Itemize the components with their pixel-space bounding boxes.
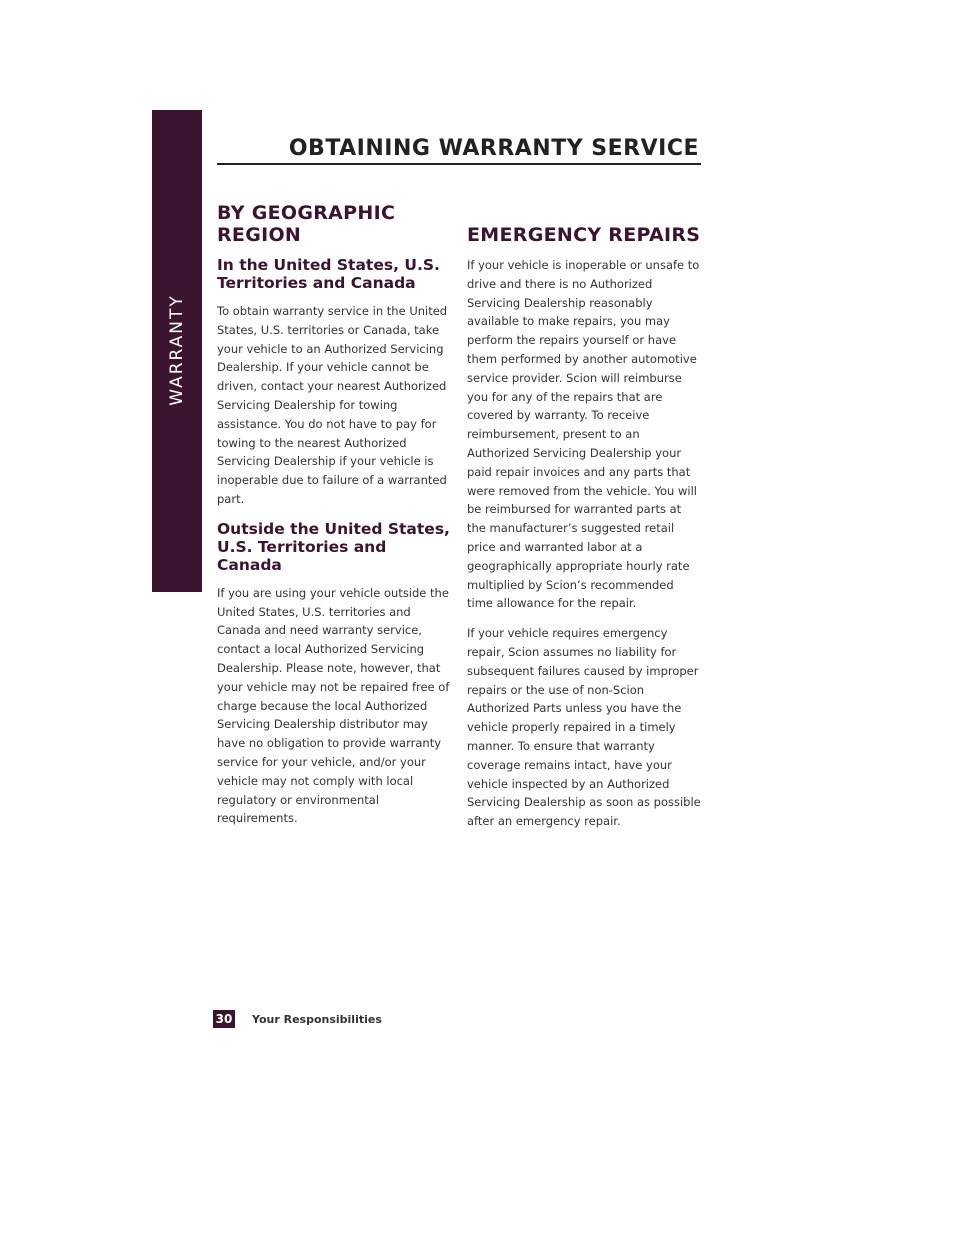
page-title: OBTAINING WARRANTY SERVICE xyxy=(288,136,699,161)
paragraph-us-warranty-service: To obtain warranty service in the United States, U.S. territories or Canada, take your vehicle to an Authorized Servicing Dealership. If your vehicle cannot be driven, contact your nearest Authorized Servicing Dealership for towing assistance. You do not have to pay for towing to the nearest Authorized Servicing Dealership if your vehicle is inoperable due to failure of a warranted part. xyxy=(217,304,448,506)
footer-section-name: Your Responsibilities xyxy=(252,1012,382,1026)
paragraph-outside-us-service: If you are using your vehicle outside the United States, U.S. territories and Canada and need warranty service, contact a local Authorized Servicing Dealership. Please note, however, that your vehicle may not be repaired free of charge because the local Authorized Servicing Dealership distributor may have no obligation to provide warranty service for your vehicle, and/or your vehicle may not comply with local regulatory or environmental requirements. xyxy=(217,585,450,826)
paragraph-emergency-reimbursement: If your vehicle is inoperable or unsafe to drive and there is no Authorized Servicing Dealership reasonably available to make repairs, you may perform the repairs yourself or have them performed by another automotive service provider. Scion will reimburse you for any of the repairs that are covered by warranty. To receive reimbursement, present to an Authorized Servicing Dealership your paid repair invoices and any parts that were removed from the vehicle. You will be reimbursed for warranted parts at the manufacturer’s suggested retail price and warranted labor at a geographically appropriate hourly rate multiplied by Scion’s recommended time allowance for the repair. xyxy=(467,258,700,611)
page-number: 30 xyxy=(213,1010,235,1028)
subheading-us-territories-canada: In the United States, U.S. Territories and Canada xyxy=(217,256,440,292)
left-column xyxy=(217,202,451,839)
paragraph-emergency-liability: If your vehicle requires emergency repair, Scion assumes no liability for subsequent failures caused by improper repairs or the use of non-Scion Authorized Parts unless you have the vehicle properly repaired in a timely manner. To ensure that warranty coverage remains intact, have your vehicle inspected by an Authorized Servicing Dealership as soon as possible after an emergency repair. xyxy=(467,626,701,829)
section-heading-emergency-repairs: EMERGENCY REPAIRS xyxy=(467,224,701,246)
side-tab-label: WARRANTY xyxy=(167,294,187,406)
page-header xyxy=(217,136,701,165)
section-heading-geographic-region: BY GEOGRAPHIC REGION xyxy=(217,202,396,246)
subheading-outside-us: Outside the United States, U.S. Territories and Canada xyxy=(217,519,450,574)
page-footer xyxy=(213,1010,382,1028)
right-column xyxy=(467,202,701,842)
